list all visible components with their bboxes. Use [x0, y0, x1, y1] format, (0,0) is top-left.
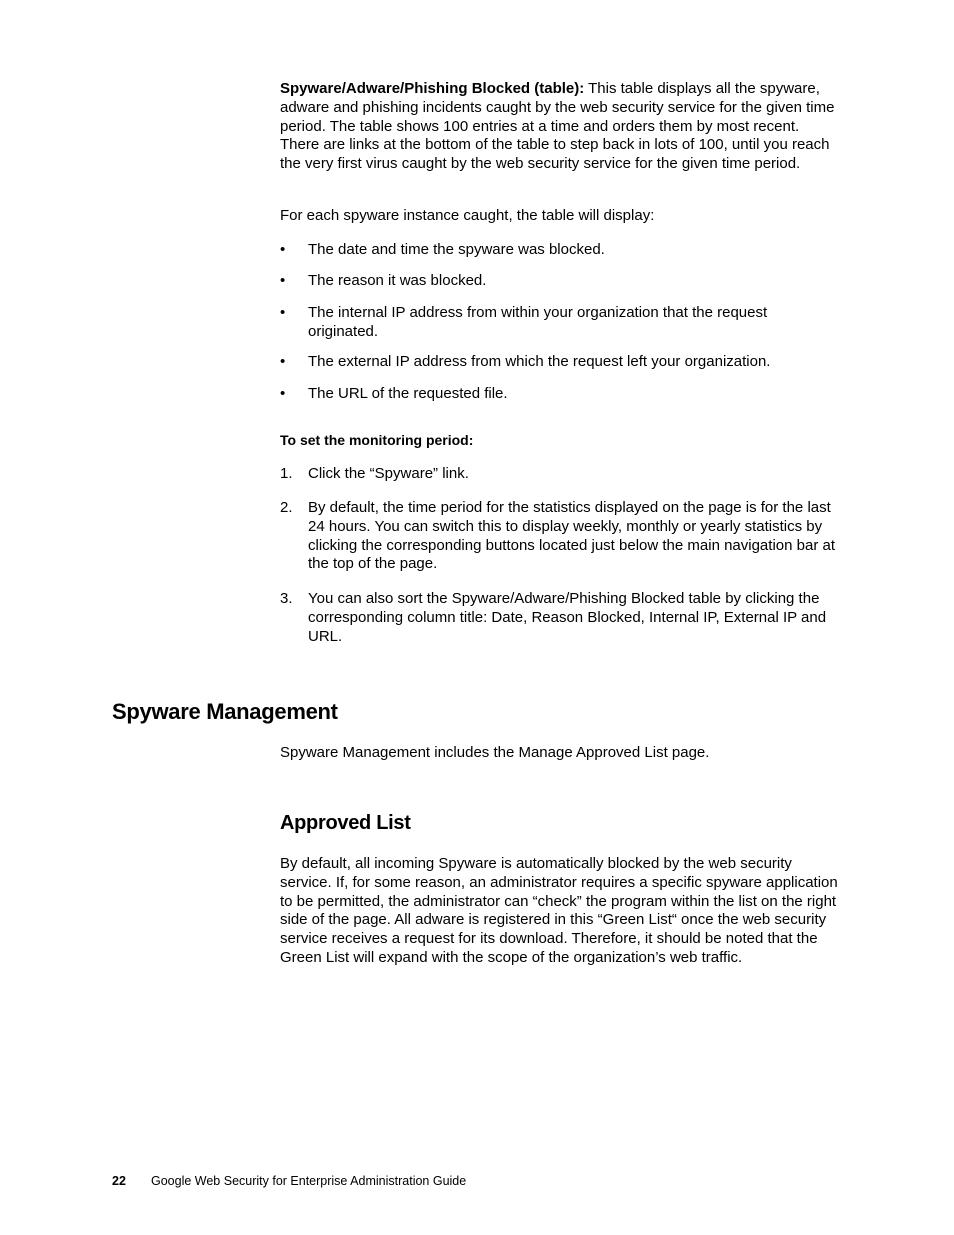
table-description-paragraph [280, 80, 842, 174]
list-item [280, 499, 840, 574]
for-each-paragraph [280, 207, 842, 226]
list-item-text: The external IP address from which the request left your organization. [308, 353, 771, 370]
list-item-text: The reason it was blocked. [308, 272, 487, 289]
approved-list-paragraph [280, 855, 842, 968]
bullet-mark: • [280, 241, 286, 258]
section-intro-text: Spyware Management includes the Manage Approved List page. [280, 744, 710, 761]
page-footer [112, 1174, 466, 1188]
bullet-mark: • [280, 272, 286, 289]
procedure-title: To set the monitoring period: [280, 432, 474, 448]
list-item [280, 590, 840, 646]
section-intro-paragraph [280, 744, 842, 763]
list-item [280, 353, 840, 372]
bullet-mark: • [280, 304, 286, 321]
bullet-mark: • [280, 385, 286, 402]
table-description-body: This table displays all the spyware, adware and phishing incidents caught by the web security service for the given time period. The table shows 100 entries at a time and orders them by most recent. There are links at the bottom of the table to step back in lots of 100, until you reach the very first virus caught by the web security service for the given time period. [280, 80, 835, 173]
step-text: By default, the time period for the statistics displayed on the page is for the last 24 hours. You can switch this to display weekly, monthly or yearly statistics by clicking the corresponding buttons located just below the main navigation bar at the top of the page. [308, 499, 835, 573]
step-text: Click the “Spyware” link. [308, 465, 469, 482]
for-each-text: For each spyware instance caught, the table will display: [280, 207, 655, 224]
list-item [280, 304, 840, 342]
list-item-text: The date and time the spyware was blocked. [308, 241, 605, 258]
approved-list-text: By default, all incoming Spyware is automatically blocked by the web security service. If, for some reason, an administrator requires a specific spyware application to be permitted, the administrator can “check” the program within the list on the right side of the page. All adware is registered in this “Green List“ once the web security service receives a request for its download. Therefore, it should be noted that the Green List will expand with the scope of the organization’s web traffic. [280, 855, 838, 966]
page-number: 22 [112, 1174, 126, 1188]
list-item [280, 465, 840, 484]
step-number: 3. [280, 590, 293, 607]
section-heading: Spyware Management [112, 699, 338, 724]
list-item-text: The URL of the requested file. [308, 385, 508, 402]
list-item [280, 385, 840, 404]
subsection-heading: Approved List [280, 812, 411, 834]
list-item-text: The internal IP address from within your organization that the request originated. [308, 304, 768, 340]
step-number: 2. [280, 499, 293, 516]
step-text: You can also sort the Spyware/Adware/Phishing Blocked table by clicking the corresponding column title: Date, Reason Blocked, Internal IP, External IP and URL. [308, 590, 827, 645]
footer-title: Google Web Security for Enterprise Administration Guide [151, 1174, 467, 1188]
step-number: 1. [280, 465, 293, 482]
table-description-lead: Spyware/Adware/Phishing Blocked (table): [280, 80, 585, 97]
list-item [280, 241, 840, 260]
bullet-mark: • [280, 353, 286, 370]
list-item [280, 272, 840, 291]
